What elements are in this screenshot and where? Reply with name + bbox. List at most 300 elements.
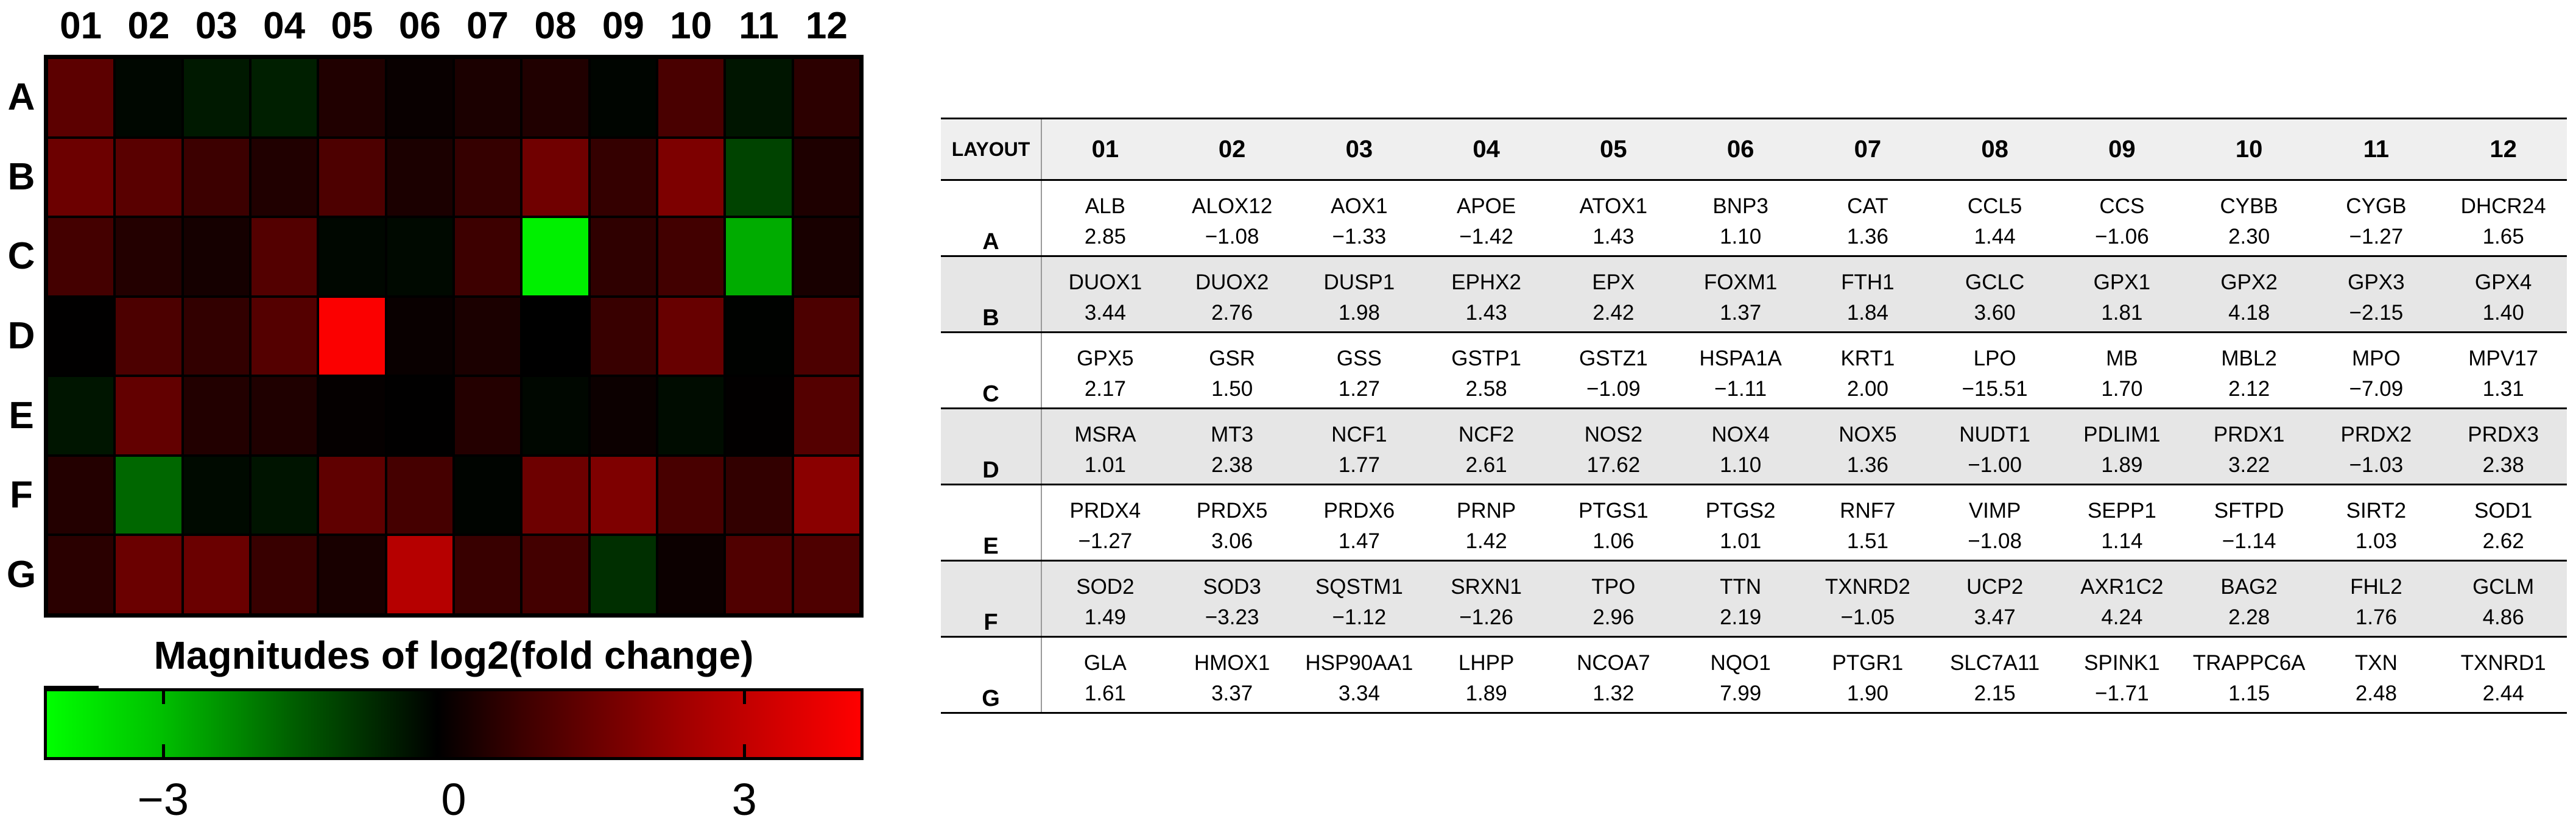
heatmap-cell	[521, 535, 589, 615]
gene-name-cell: FTH1	[1804, 256, 1932, 295]
heatmap-cell	[454, 456, 521, 535]
colorbar-tick-label: 3	[731, 774, 757, 825]
table-value-row	[941, 371, 2567, 409]
gene-name-cell: TXNRD2	[1804, 561, 1932, 600]
table-gene-row	[941, 333, 2567, 372]
heatmap-cell	[250, 138, 318, 217]
gene-name-cell: PRDX6	[1323, 499, 1395, 523]
heatmap-cell	[318, 138, 385, 217]
fold-change-cell: 2.38	[1169, 447, 1296, 485]
gene-name-cell: PRDX5	[1196, 499, 1268, 523]
fold-change-cell: 1.42	[1423, 523, 1550, 561]
fold-change-cell: 1.14	[2058, 523, 2186, 561]
heatmap-cell	[793, 217, 860, 297]
fold-change-cell: 1.43	[1550, 219, 1677, 256]
gene-name-cell: MPO	[2352, 347, 2401, 370]
table-value-row	[941, 295, 2567, 333]
table-value-row	[941, 675, 2567, 713]
gene-name-cell: TPO	[1550, 561, 1677, 600]
heatmap-cell	[725, 376, 792, 456]
table-value-row	[941, 599, 2567, 637]
gene-name-cell: NCOA7	[1577, 651, 1650, 675]
fold-change-cell: 1.01	[1041, 447, 1169, 485]
table-column-header: 10	[2186, 119, 2313, 180]
fold-change-cell: 1.32	[1550, 675, 1677, 713]
gene-name-cell: NOX4	[1677, 409, 1804, 448]
heatmap-cell	[521, 217, 589, 297]
fold-change-cell: 2.48	[2313, 675, 2440, 713]
heatmap-cell	[318, 535, 385, 615]
gene-name-cell: PRDX2	[2313, 409, 2440, 448]
table-column-header: 11	[2313, 119, 2440, 180]
fold-change-cell: −1.27	[1041, 523, 1169, 561]
table-row-label: B	[941, 256, 1041, 333]
heatmap-cell	[47, 217, 114, 297]
gene-name-cell: PRDX1	[2186, 409, 2313, 448]
heatmap-cell	[725, 217, 792, 297]
table-row-label: E	[941, 485, 1041, 561]
heatmap-cell	[589, 297, 657, 376]
heatmap-column-label: 02	[127, 5, 170, 47]
heatmap-cell	[250, 297, 318, 376]
gene-name-cell: AOX1	[1331, 194, 1388, 218]
gene-name-cell: MB	[2106, 347, 2138, 370]
heatmap-row-label: B	[7, 155, 35, 198]
table-column-header: 05	[1550, 119, 1677, 180]
fold-change-cell: 2.38	[2440, 447, 2567, 485]
heatmap-cell	[114, 138, 182, 217]
heatmap-cell	[318, 456, 385, 535]
fold-change-cell: −1.71	[2058, 675, 2186, 713]
heatmap-cell	[183, 297, 250, 376]
fold-change-cell: −1.27	[2313, 219, 2440, 256]
heatmap-cell	[250, 456, 318, 535]
gene-name-cell: DHCR24	[2460, 194, 2546, 218]
gene-name-cell: FHL2	[2313, 561, 2440, 600]
heatmap-cell	[657, 535, 725, 615]
fold-change-cell: 3.60	[1931, 295, 2058, 333]
fold-change-cell: 1.51	[1804, 523, 1932, 561]
fold-change-cell: 1.70	[2058, 371, 2186, 409]
heatmap-row-label: E	[9, 394, 34, 437]
gene-name-cell: MT3	[1169, 409, 1296, 448]
gene-name-cell: VIMP	[1968, 499, 2021, 523]
heatmap-cell	[725, 456, 792, 535]
heatmap-cell	[318, 297, 385, 376]
fold-change-cell: 2.58	[1423, 371, 1550, 409]
fold-change-cell: 1.89	[1423, 675, 1550, 713]
heatmap-cell	[250, 58, 318, 138]
fold-change-cell: −1.03	[2313, 447, 2440, 485]
gene-name-cell: CAT	[1847, 194, 1888, 218]
heatmap-cell	[589, 456, 657, 535]
heatmap-column-label: 11	[739, 5, 779, 47]
table-gene-row	[941, 256, 2567, 295]
fold-change-cell: 3.22	[2186, 447, 2313, 485]
heatmap-cell	[386, 217, 454, 297]
gene-name-cell: AXR1C2	[2058, 561, 2186, 600]
fold-change-cell: 7.99	[1677, 675, 1804, 713]
fold-change-cell: 4.24	[2058, 599, 2186, 637]
gene-name-cell: NOS2	[1550, 409, 1677, 448]
gene-name-cell: CYBB	[2220, 194, 2278, 218]
heatmap-cell	[386, 535, 454, 615]
gene-name-cell: RNF7	[1840, 499, 1896, 523]
gene-name-cell: FOXM1	[1677, 256, 1804, 295]
heatmap-cell	[521, 376, 589, 456]
heatmap-cell	[454, 535, 521, 615]
table-value-row	[941, 447, 2567, 485]
colorbar-tick-label: −3	[137, 774, 189, 825]
gene-name-cell: DUOX1	[1041, 256, 1169, 295]
fold-change-cell: 1.27	[1296, 371, 1423, 409]
table-column-header: 06	[1677, 119, 1804, 180]
plate-layout-table	[941, 118, 2567, 714]
fold-change-cell: 1.47	[1296, 523, 1423, 561]
fold-change-cell: 1.15	[2186, 675, 2313, 713]
fold-change-cell: −15.51	[1931, 371, 2058, 409]
gene-name-cell: HSP90AA1	[1305, 651, 1413, 675]
heatmap-cell	[47, 297, 114, 376]
heatmap-cell	[318, 58, 385, 138]
gene-name-cell: SQSTM1	[1296, 561, 1423, 600]
gene-name-cell: CYGB	[2346, 194, 2407, 218]
fold-change-cell: 2.17	[1041, 371, 1169, 409]
heatmap-cell	[454, 297, 521, 376]
gene-name-cell: HMOX1	[1194, 651, 1270, 675]
fold-change-cell: 2.96	[1550, 599, 1677, 637]
gene-name-cell: MBL2	[2221, 347, 2277, 370]
gene-name-cell: SEPP1	[2087, 499, 2156, 523]
fold-change-cell: −1.05	[1804, 599, 1932, 637]
heatmap-column-label: 03	[195, 5, 238, 47]
table-row-label: C	[941, 333, 1041, 409]
fold-change-cell: 2.42	[1550, 295, 1677, 333]
fold-change-cell: 1.43	[1423, 295, 1550, 333]
fold-change-cell: 1.61	[1041, 675, 1169, 713]
heatmap-row-label: A	[7, 76, 35, 119]
heatmap-cell	[657, 297, 725, 376]
fold-change-cell: −1.08	[1169, 219, 1296, 256]
gene-name-cell: GCLM	[2440, 561, 2567, 600]
fold-change-cell: 2.15	[1931, 675, 2058, 713]
colorbar-tick	[162, 691, 165, 704]
fold-change-cell: 1.76	[2313, 599, 2440, 637]
gene-name-cell: ALOX12	[1191, 194, 1273, 218]
table-column-header: 12	[2440, 119, 2567, 180]
fold-change-cell: 1.06	[1550, 523, 1677, 561]
heatmap-cell	[589, 138, 657, 217]
table-gene-row	[941, 409, 2567, 448]
fold-change-cell: −2.15	[2313, 295, 2440, 333]
gene-name-cell: PTGS2	[1705, 499, 1776, 523]
heatmap-cell	[47, 138, 114, 217]
table-gene-row	[941, 637, 2567, 676]
gene-name-cell: CCL5	[1967, 194, 2022, 218]
gene-name-cell: DUSP1	[1296, 256, 1423, 295]
heatmap-column-label: 05	[331, 5, 373, 47]
heatmap-row-label: C	[7, 235, 35, 278]
heatmap-cell	[386, 297, 454, 376]
gene-name-cell: GPX1	[2058, 256, 2186, 295]
heatmap-cell	[589, 535, 657, 615]
heatmap-cell	[521, 297, 589, 376]
heatmap-cell	[386, 58, 454, 138]
fold-change-cell: −1.11	[1677, 371, 1804, 409]
fold-change-cell: 1.01	[1677, 523, 1804, 561]
heatmap-cell	[114, 58, 182, 138]
heatmap-cell	[318, 376, 385, 456]
table-value-row	[941, 219, 2567, 256]
heatmap-cell	[386, 456, 454, 535]
gene-name-cell: NUDT1	[1931, 409, 2058, 448]
table-column-header: 02	[1169, 119, 1296, 180]
gene-name-cell: LPO	[1973, 347, 2016, 370]
heatmap-cell	[793, 456, 860, 535]
table-row-label: G	[941, 637, 1041, 713]
heatmap-cell	[386, 376, 454, 456]
table-column-header: 08	[1931, 119, 2058, 180]
heatmap-row-label: F	[10, 474, 33, 516]
heatmap-cell	[589, 376, 657, 456]
heatmap-column-label: 08	[534, 5, 577, 47]
gene-name-cell: SOD1	[2474, 499, 2533, 523]
heatmap-column-label: 06	[398, 5, 441, 47]
gene-name-cell: GPX5	[1077, 347, 1134, 370]
fold-change-cell: 3.44	[1041, 295, 1169, 333]
fold-change-cell: 1.81	[2058, 295, 2186, 333]
fold-change-cell: 2.62	[2440, 523, 2567, 561]
heatmap-cell	[657, 456, 725, 535]
heatmap-cell	[114, 217, 182, 297]
gene-name-cell: BAG2	[2186, 561, 2313, 600]
gene-name-cell: GSTP1	[1451, 347, 1521, 370]
gene-name-cell: GSTZ1	[1578, 347, 1648, 370]
heatmap-cell	[318, 217, 385, 297]
gene-name-cell: MSRA	[1041, 409, 1169, 448]
heatmap-cell	[793, 535, 860, 615]
table-gene-row	[941, 561, 2567, 600]
gene-name-cell: GCLC	[1931, 256, 2058, 295]
heatmap-cell	[521, 138, 589, 217]
table-row-label: F	[941, 561, 1041, 637]
fold-change-cell: −7.09	[2313, 371, 2440, 409]
fold-change-cell: 1.10	[1677, 447, 1804, 485]
heatmap-cell	[183, 376, 250, 456]
gene-name-cell: NCF2	[1423, 409, 1550, 448]
gene-name-cell: EPHX2	[1423, 256, 1550, 295]
fold-change-cell: 1.65	[2440, 219, 2567, 256]
gene-name-cell: HSPA1A	[1699, 347, 1782, 370]
colorbar-title: Magnitudes of log2(fold change)	[153, 633, 754, 677]
fold-change-cell: 3.47	[1931, 599, 2058, 637]
fold-change-cell: 1.77	[1296, 447, 1423, 485]
fold-change-cell: 3.37	[1169, 675, 1296, 713]
heatmap-column-label: 12	[805, 5, 848, 47]
heatmap-cell	[47, 535, 114, 615]
table-column-header: 07	[1804, 119, 1932, 180]
gene-name-cell: PRNP	[1457, 499, 1516, 523]
gene-name-cell: LHPP	[1458, 651, 1515, 675]
heatmap-cell	[250, 535, 318, 615]
heatmap-column-label: 01	[60, 5, 102, 47]
heatmap-cell	[725, 58, 792, 138]
gene-name-cell: SPINK1	[2084, 651, 2160, 675]
gene-name-cell: PRDX4	[1069, 499, 1141, 523]
heatmap-column-label: 07	[466, 5, 509, 47]
heatmap-cell	[454, 376, 521, 456]
gene-name-cell: KRT1	[1840, 347, 1895, 370]
fold-change-cell: 2.19	[1677, 599, 1804, 637]
heatmap-cell	[114, 376, 182, 456]
heatmap-column-label: 04	[263, 5, 306, 47]
fold-change-cell: 1.84	[1804, 295, 1932, 333]
fold-change-cell: −1.33	[1296, 219, 1423, 256]
heatmap-cell	[47, 376, 114, 456]
gene-name-cell: APOE	[1456, 194, 1516, 218]
gene-name-cell: SLC7A11	[1950, 651, 2040, 675]
fold-change-cell: 2.61	[1423, 447, 1550, 485]
fold-change-cell: 1.03	[2313, 523, 2440, 561]
fold-change-cell: 1.40	[2440, 295, 2567, 333]
fold-change-cell: 1.98	[1296, 295, 1423, 333]
gene-name-cell: ALB	[1085, 194, 1125, 218]
gene-name-cell: SFTPD	[2214, 499, 2284, 523]
heatmap-row-label: D	[7, 315, 35, 357]
gene-name-cell: PDLIM1	[2058, 409, 2186, 448]
heatmap-cell	[657, 138, 725, 217]
fold-change-cell: 1.49	[1041, 599, 1169, 637]
fold-change-cell: 17.62	[1550, 447, 1677, 485]
table-row-label: A	[941, 180, 1041, 256]
table-row-label: D	[941, 409, 1041, 485]
gene-name-cell: TTN	[1677, 561, 1804, 600]
heatmap-panel	[0, 0, 883, 835]
fold-change-cell: 1.50	[1169, 371, 1296, 409]
fold-change-cell: 2.76	[1169, 295, 1296, 333]
gene-name-cell: TXNRD1	[2460, 651, 2546, 675]
gene-name-cell: GPX2	[2186, 256, 2313, 295]
heatmap-cell	[657, 376, 725, 456]
gene-name-cell: SRXN1	[1423, 561, 1550, 600]
heatmap-row-label: G	[6, 553, 37, 596]
heatmap-cell	[114, 456, 182, 535]
gene-name-cell: GPX3	[2313, 256, 2440, 295]
fold-change-cell: 1.31	[2440, 371, 2567, 409]
heatmap-cell	[454, 58, 521, 138]
gene-name-cell: DUOX2	[1169, 256, 1296, 295]
fold-change-cell: 4.18	[2186, 295, 2313, 333]
fold-change-cell: −1.12	[1296, 599, 1423, 637]
fold-change-cell: 1.37	[1677, 295, 1804, 333]
heatmap-cell	[793, 297, 860, 376]
table-column-header: 09	[2058, 119, 2186, 180]
fold-change-cell: 2.85	[1041, 219, 1169, 256]
heatmap-cell	[725, 297, 792, 376]
gene-name-cell: NQO1	[1710, 651, 1771, 675]
colorbar	[44, 688, 864, 760]
fold-change-cell: 2.44	[2440, 675, 2567, 713]
colorbar-tick	[162, 744, 165, 758]
heatmap-cell	[114, 535, 182, 615]
gene-name-cell: BNP3	[1712, 194, 1768, 218]
heatmap-cell	[725, 535, 792, 615]
heatmap-cell	[454, 217, 521, 297]
heatmap-cell	[793, 376, 860, 456]
heatmap-cell	[589, 58, 657, 138]
colorbar-tick	[743, 691, 746, 704]
gene-name-cell: SIRT2	[2346, 499, 2407, 523]
heatmap-cell	[250, 217, 318, 297]
heatmap-cell	[793, 138, 860, 217]
gene-name-cell: ATOX1	[1579, 194, 1648, 218]
table-column-header: 04	[1423, 119, 1550, 180]
fold-change-cell: 2.30	[2186, 219, 2313, 256]
fold-change-cell: −1.14	[2186, 523, 2313, 561]
fold-change-cell: 4.86	[2440, 599, 2567, 637]
heatmap-grid	[44, 55, 864, 618]
heatmap-cell	[521, 58, 589, 138]
colorbar-tick	[743, 744, 746, 758]
fold-change-cell: −1.06	[2058, 219, 2186, 256]
fold-change-cell: 2.12	[2186, 371, 2313, 409]
table-body	[941, 180, 2567, 713]
fold-change-cell: −1.26	[1423, 599, 1550, 637]
gene-name-cell: UCP2	[1931, 561, 2058, 600]
table-gene-row	[941, 180, 2567, 219]
gene-name-cell: TRAPPC6A	[2192, 651, 2306, 675]
gene-name-cell: SOD2	[1041, 561, 1169, 600]
table-corner-label: LAYOUT	[941, 119, 1041, 180]
fold-change-cell: 1.44	[1931, 219, 2058, 256]
table-column-header: 01	[1041, 119, 1169, 180]
heatmap-column-label: 10	[670, 5, 713, 47]
heatmap-cell	[725, 138, 792, 217]
table-gene-row	[941, 485, 2567, 524]
heatmap-cell	[183, 58, 250, 138]
gene-name-cell: GPX4	[2440, 256, 2567, 295]
table-column-header: 03	[1296, 119, 1423, 180]
fold-change-cell: −1.00	[1931, 447, 2058, 485]
heatmap-cell	[250, 376, 318, 456]
heatmap-cell	[657, 217, 725, 297]
gene-name-cell: GSR	[1209, 347, 1256, 370]
fold-change-cell: 1.90	[1804, 675, 1932, 713]
heatmap-cell	[183, 138, 250, 217]
heatmap-cell	[454, 138, 521, 217]
gene-name-cell: EPX	[1550, 256, 1677, 295]
heatmap-cell	[657, 58, 725, 138]
heatmap-cell	[183, 456, 250, 535]
gene-name-cell: TXN	[2354, 651, 2398, 675]
heatmap-cell	[47, 58, 114, 138]
gene-name-cell: SOD3	[1169, 561, 1296, 600]
fold-change-cell: −1.42	[1423, 219, 1550, 256]
fold-change-cell: −3.23	[1169, 599, 1296, 637]
fold-change-cell: −1.09	[1550, 371, 1677, 409]
fold-change-cell: 3.06	[1169, 523, 1296, 561]
table-header-row	[941, 119, 2567, 180]
fold-change-cell: 3.34	[1296, 675, 1423, 713]
gene-name-cell: PTGR1	[1832, 651, 1904, 675]
gene-name-cell: PTGS1	[1578, 499, 1649, 523]
table-value-row	[941, 523, 2567, 561]
gene-name-cell: CCS	[2099, 194, 2145, 218]
heatmap-cell	[386, 138, 454, 217]
fold-change-cell: 2.28	[2186, 599, 2313, 637]
heatmap-cell	[521, 456, 589, 535]
fold-change-cell: 2.00	[1804, 371, 1932, 409]
